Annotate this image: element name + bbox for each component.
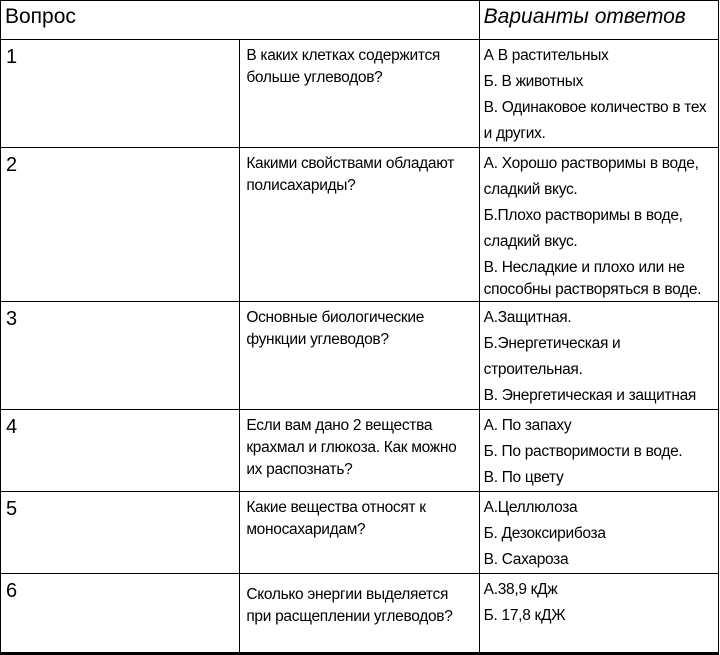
answer-option: А В растительных bbox=[483, 47, 609, 64]
header-question: Вопрос bbox=[1, 1, 480, 40]
answer-option: Б. В животных bbox=[483, 73, 584, 90]
table-row bbox=[1, 410, 719, 492]
question-text: Какими свойствами обладают полисахариды? bbox=[240, 148, 479, 302]
answer-option: Б.Плохо растворимы в воде, сладкий вкус. bbox=[483, 207, 683, 250]
answer-options bbox=[479, 302, 718, 410]
table-row bbox=[1, 302, 719, 410]
answer-options bbox=[479, 574, 718, 654]
table-row bbox=[1, 40, 719, 148]
header-answers: Варианты ответов bbox=[479, 1, 718, 40]
table-header-row bbox=[1, 1, 719, 40]
answer-option: В. Энергетическая и защитная bbox=[483, 387, 696, 404]
answer-option: Б.Энергетическая и строительная. bbox=[483, 335, 621, 378]
question-number: 6 bbox=[1, 574, 240, 654]
answer-option: Б. 17,8 кДЖ bbox=[483, 607, 566, 624]
answer-option: В. Несладкие и плохо или не способны растворяться в воде. bbox=[483, 259, 702, 298]
question-text: Сколько энергии выделяется при расщеплении углеводов? bbox=[240, 574, 479, 654]
answer-options bbox=[479, 148, 718, 302]
answer-option: А. Хорошо растворимы в воде, сладкий вкус. bbox=[483, 155, 699, 198]
question-text: В каких клетках содержится больше углеводов? bbox=[240, 40, 479, 148]
question-text: Какие вещества относят к моносахаридам? bbox=[240, 492, 479, 574]
answer-option: В. Одинаковое количество в тех и других. bbox=[483, 99, 707, 142]
answer-options bbox=[479, 410, 718, 492]
answer-option: Б. Дезоксирибоза bbox=[483, 525, 606, 542]
answer-option: А. По запаху bbox=[483, 417, 572, 434]
question-number: 3 bbox=[1, 302, 240, 410]
question-number: 1 bbox=[1, 40, 240, 148]
answer-option: А.Целлюлоза bbox=[483, 499, 578, 516]
answer-options bbox=[479, 40, 718, 148]
table-row bbox=[1, 148, 719, 302]
table-body bbox=[1, 40, 719, 654]
answer-options bbox=[479, 492, 718, 574]
question-text: Основные биологические функции углеводов? bbox=[240, 302, 479, 410]
answer-option: А.38,9 кДж bbox=[483, 581, 558, 598]
table-row bbox=[1, 492, 719, 574]
answer-option: А.Защитная. bbox=[483, 309, 572, 326]
answer-option: Б. По растворимости в воде. bbox=[483, 443, 683, 460]
question-number: 2 bbox=[1, 148, 240, 302]
answer-option: В. Сахароза bbox=[483, 551, 569, 568]
table-row bbox=[1, 574, 719, 654]
question-number: 5 bbox=[1, 492, 240, 574]
question-number: 4 bbox=[1, 410, 240, 492]
answer-option: В. По цвету bbox=[483, 469, 564, 486]
question-text: Если вам дано 2 вещества крахмал и глюкоза. Как можно их распознать? bbox=[240, 410, 479, 492]
